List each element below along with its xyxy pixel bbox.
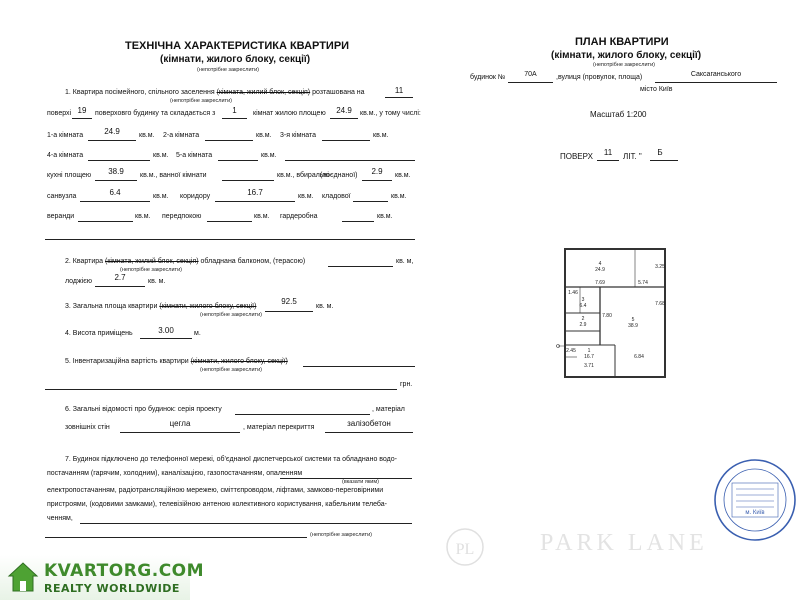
label-wardrobe: гардеробна	[280, 213, 318, 220]
dim-768: 7.68	[655, 301, 665, 307]
city: місто Київ	[640, 86, 673, 93]
floors-total: 19	[77, 106, 87, 115]
dim-325: 3.25	[655, 264, 665, 270]
floor-plan	[555, 245, 685, 385]
room3-area: 6.4	[579, 303, 587, 309]
label-series: 6. Загальні відомості про будинок: серія проекту	[65, 406, 222, 413]
kitchen-area: 38.9	[108, 167, 124, 176]
label-room5: 5-а кімната	[176, 152, 213, 159]
unit: кв.м.	[261, 152, 277, 159]
room5-no: 5	[631, 317, 635, 323]
label-hall: передпокою	[162, 213, 202, 220]
label-floors: поверхі	[47, 110, 72, 117]
s5-note: (непотрібне закреслити)	[200, 367, 262, 373]
dim-371: 3.71	[584, 363, 594, 369]
unit: кв.м.	[298, 193, 314, 200]
total-area: 92.5	[281, 297, 297, 306]
label-pantry: кладової	[322, 193, 351, 200]
unit: кв.м.	[153, 152, 169, 159]
official-stamp	[712, 455, 798, 545]
label-building: поверховго будинку та складається з	[95, 110, 216, 117]
unit: кв.м.	[377, 213, 393, 220]
label-incl: кв.м., у тому числі:	[360, 110, 421, 117]
unit: кв.м.	[373, 132, 389, 139]
left-title: ТЕХНІЧНА ХАРАКТЕРИСТИКА КВАРТИРИ	[125, 40, 350, 52]
s7-line3: електропостачанням, радіотрансляційною мережею, сміттєпроводом, ліфтами, замково-переговірними	[47, 487, 384, 494]
room1-area: 24.9	[104, 127, 120, 136]
dim-574: 5.74	[638, 280, 648, 286]
label-material: , матеріал	[372, 406, 405, 413]
unit: кв.м.	[254, 213, 270, 220]
dim-146: 1.46	[568, 290, 578, 296]
unit: кв.м.	[153, 193, 169, 200]
s7-note: (непотрібне закреслити)	[310, 532, 372, 538]
label-room3: 3-я кімната	[280, 132, 317, 139]
left-subtitle: (кімнати, жилого блоку, секції)	[160, 54, 311, 65]
s7-line2: постачанням (гарячим, холодним), каналізацією, газопостачанням, опаленням	[47, 470, 303, 477]
room1-no: 1	[587, 348, 591, 354]
label-room4: 4-а кімната	[47, 152, 84, 159]
plan-note: (непотрібне закреслити)	[593, 62, 655, 68]
unit: кв. м.	[316, 303, 334, 310]
s3-text: 3. Загальна площа квартири (кімнати, жилого блоку, секції)	[65, 303, 257, 310]
plan-subtitle: (кімнати, жилого блоку, секції)	[551, 50, 702, 61]
svg-text:PL: PL	[455, 541, 475, 558]
unit: кв. м,	[396, 258, 414, 265]
floor-number: 11	[394, 86, 404, 95]
rooms-count: 1	[232, 106, 237, 115]
label-building-no: будинок №	[470, 74, 506, 81]
unit: кв. м.	[148, 278, 166, 285]
unit: грн.	[400, 381, 413, 388]
label-slabs: , матеріал перекриття	[243, 424, 315, 431]
room5-area: 38.9	[628, 323, 638, 329]
room2-no: 2	[581, 316, 585, 322]
label-height: 4. Висота приміщень	[65, 330, 133, 337]
living-area: 24.9	[336, 106, 352, 115]
dim-780: 7.80	[602, 313, 612, 319]
logo-sub-text: REALTY WORLDWIDE	[44, 582, 180, 595]
s5-text: 5. Інвентаризаційна вартість квартири (кімнати, жилого блоку, секції)	[65, 358, 288, 365]
ceiling-height: 3.00	[158, 326, 174, 335]
label-wc: кв.м., вбиральні	[277, 172, 329, 179]
room1-area: 16.7	[584, 354, 594, 360]
label-walls: зовнішніх стін	[65, 424, 110, 431]
room4-no: 4	[598, 261, 602, 267]
unit: кв.м.	[395, 172, 411, 179]
plan-floor: 11	[603, 148, 613, 157]
loggia-area: 2.7	[114, 273, 126, 282]
label-living: кімнат жилою площею	[253, 110, 326, 117]
room2-area: 2.9	[579, 322, 587, 328]
label-floor: ПОВЕРХ	[560, 152, 593, 161]
label-san: санвузла	[47, 193, 77, 200]
watermark: PARK LANE	[540, 530, 708, 556]
corridor-area: 16.7	[247, 188, 263, 197]
label-bath: кв.м., ванної кімнати	[140, 172, 207, 179]
s7-line4: пристроями, (кодовими замками), телевізійною антеною колективного користування, кабельним телеба-	[47, 501, 387, 508]
label-street: ,вулиця (провулок, площа)	[556, 74, 643, 81]
plan-title: ПЛАН КВАРТИРИ	[575, 36, 669, 48]
label-kitchen: кухні площею	[47, 172, 92, 179]
logo-main-text: KVARTORG.COM	[44, 561, 205, 581]
label-veranda: веранди	[47, 213, 75, 220]
dim-245: 2.45	[566, 348, 576, 354]
s1-note: (непотрібне закреслити)	[170, 98, 232, 104]
s7-note-heating: (вказати яким)	[342, 479, 379, 485]
unit: кв.м.	[391, 193, 407, 200]
san-area: 6.4	[109, 188, 121, 197]
kvartorg-logo[interactable]	[0, 555, 205, 600]
dim-684: 6.84	[634, 354, 644, 360]
left-note: (непотрібне закреслити)	[197, 67, 259, 73]
s7-line5: ченням,	[47, 515, 73, 522]
street-name: Саксаганського	[690, 71, 742, 78]
s1-text: 1. Квартира посімейного, спільного заселення (кімната, жилий блок, секція) розташована на	[65, 89, 365, 96]
unit: кв.м.	[256, 132, 272, 139]
house-icon	[5, 559, 41, 595]
label-room2: 2-а кімната	[163, 132, 200, 139]
room3-no: 3	[581, 297, 585, 303]
unit: кв.м.	[135, 213, 151, 220]
wc-area: 2.9	[371, 167, 383, 176]
dim-769: 7.69	[595, 280, 605, 286]
scale: Масштаб 1:200	[590, 110, 647, 119]
building-no: 70А	[524, 71, 537, 78]
label-room1: 1-а кімната	[47, 132, 84, 139]
unit: м.	[194, 330, 201, 337]
watermark-mark	[445, 527, 485, 567]
s3-note: (непотрібне закреслити)	[200, 312, 262, 318]
room4-area: 24.9	[595, 267, 605, 273]
s2-note: (непотрібне закреслити)	[120, 267, 182, 273]
slabs-material: залізобетон	[347, 419, 391, 428]
unit: кв.м.	[139, 132, 155, 139]
label-wc-paren: (поєднаної)	[320, 172, 358, 179]
label-corridor: коридору	[180, 193, 211, 200]
walls-material: цегла	[169, 419, 191, 428]
label-loggia: лоджією	[65, 278, 93, 285]
stamp-text: м. Київ	[745, 510, 765, 516]
s2-text: 2. Квартира (кімната, жилий блок, секція) обладнана балконом, (терасою)	[65, 258, 306, 265]
s7-line1: 7. Будинок підключено до телефонної мережі, об'єднаної диспетчерської системи та обладнано водо-	[65, 456, 397, 463]
label-lit: ЛІТ. "	[623, 152, 642, 161]
plan-lit: Б	[657, 148, 663, 157]
